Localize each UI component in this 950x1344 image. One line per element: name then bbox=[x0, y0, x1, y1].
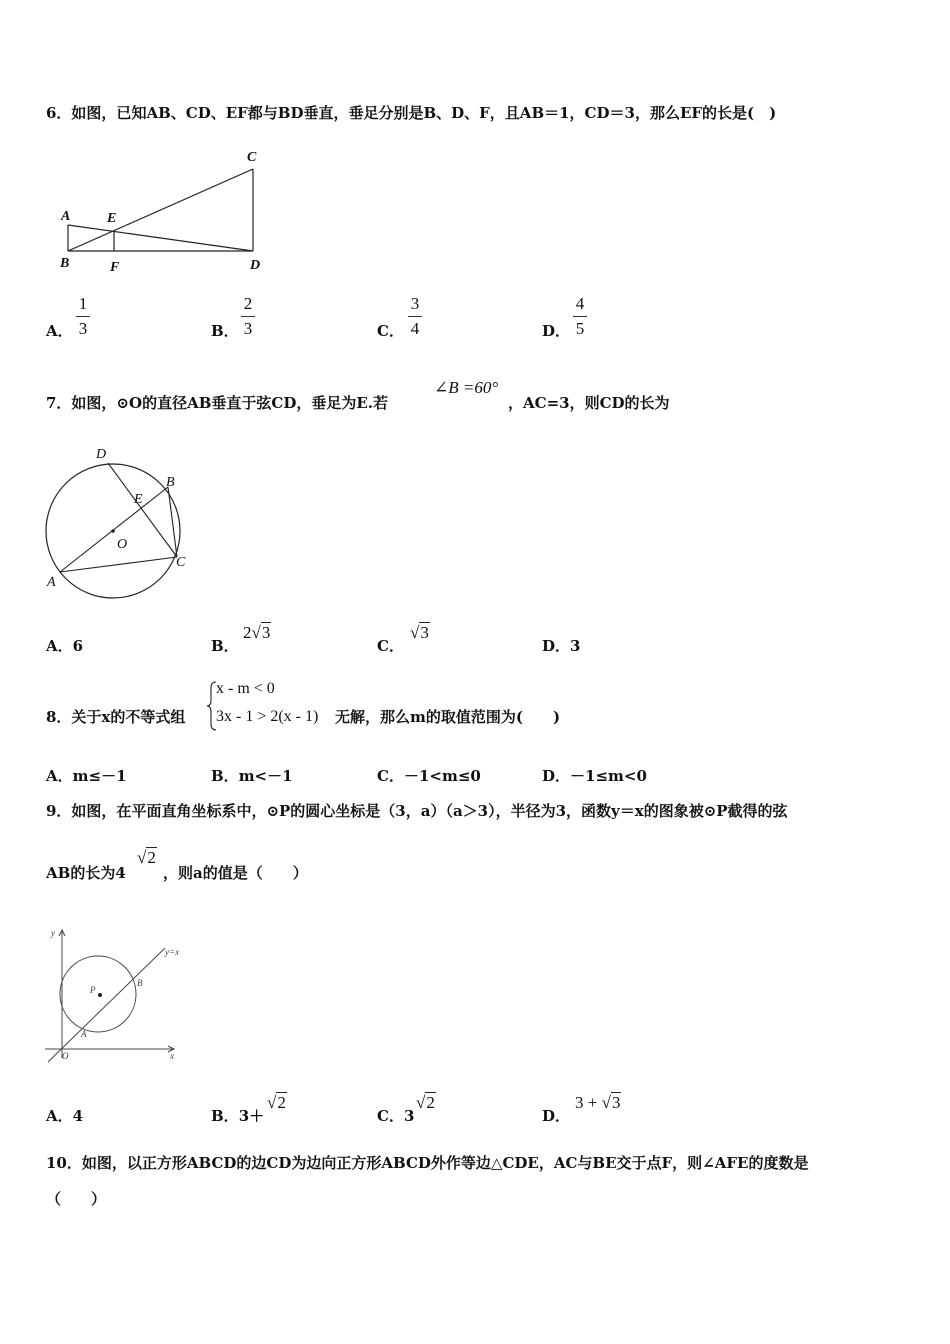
q8-option-b-value: m<－1 bbox=[238, 767, 293, 785]
q8-option-d-letter: D． bbox=[542, 767, 571, 785]
q8-option-c-letter: C． bbox=[377, 767, 404, 785]
q9-figure bbox=[40, 925, 190, 1065]
q7-text-pre: 7．如图，⊙O的直径AB垂直于弦CD，垂足为E.若 bbox=[46, 394, 388, 412]
q9-label-y: y bbox=[51, 928, 55, 938]
q7-option-d-letter: D． bbox=[542, 637, 571, 655]
q6-label-f: F bbox=[110, 260, 120, 275]
q7-text-post: ，AC=3，则CD的长为 bbox=[508, 394, 670, 412]
q10-line1: 10．如图，以正方形ABCD的边CD为边向正方形ABCD外作等边△CDE，AC与BE交于点F，则∠AFE的度数是 bbox=[46, 1154, 809, 1172]
q7-option-c-letter: C． bbox=[377, 637, 404, 655]
q10-line2: （ ） bbox=[46, 1190, 107, 1208]
q8-text-post: 无解，那么m的取值范围为( ) bbox=[335, 708, 561, 726]
q9-label-p: P bbox=[90, 985, 96, 995]
q7-option-a-letter: A． bbox=[46, 637, 73, 655]
q6-option-d-letter: D． bbox=[542, 322, 571, 340]
q9-sqrt: √2 bbox=[137, 848, 156, 867]
q7-option-b-math: 2√3 bbox=[243, 623, 271, 642]
q7-option-a bbox=[46, 635, 83, 656]
numerator: 4 bbox=[575, 294, 585, 313]
radicand: 2 bbox=[277, 1093, 286, 1112]
q9-label-a: A bbox=[81, 1029, 87, 1039]
q8-system-line2: 3x - 1 > 2(x - 1) bbox=[216, 708, 319, 725]
q7-option-d-value: 3 bbox=[570, 637, 581, 655]
q6-text: 6．如图，已知AB、CD、EF都与BD垂直，垂足分别是B、D、F，且AB＝1，CD＝3，那么EF的长是( ) bbox=[46, 104, 777, 122]
q9-option-a bbox=[46, 1105, 83, 1126]
denominator: 3 bbox=[243, 319, 253, 338]
coef: 2 bbox=[243, 623, 252, 642]
q9-line2-post: ，则a的值是（ ） bbox=[163, 864, 308, 882]
q6-option-a-letter: A． bbox=[46, 322, 73, 340]
q6-option-c-fraction bbox=[408, 294, 422, 339]
q9-line2-pre: AB的长为4 bbox=[46, 864, 126, 882]
q9-label-x: x bbox=[170, 1051, 174, 1061]
radicand: 3 bbox=[611, 1093, 621, 1112]
radicand: 3 bbox=[420, 623, 429, 642]
q6-label-e: E bbox=[107, 211, 117, 226]
q7-label-a: A bbox=[47, 575, 56, 590]
q9-option-c-letter: C． bbox=[377, 1107, 404, 1125]
q7-angle-math: ∠B =60° bbox=[434, 378, 499, 397]
q6-label-a: A bbox=[61, 209, 71, 224]
radicand: 3 bbox=[261, 623, 271, 642]
numerator: 2 bbox=[243, 294, 253, 313]
q6-label-b: B bbox=[60, 256, 70, 271]
denominator: 5 bbox=[575, 319, 585, 338]
denominator: 4 bbox=[410, 319, 420, 338]
q6-option-d-fraction bbox=[573, 294, 587, 339]
q7-label-b: B bbox=[166, 475, 175, 490]
q9-line1: 9．如图，在平面直角坐标系中，⊙P的圆心坐标是（3，a）（a＞3），半径为3，函数y＝x的图象被⊙P截得的弦 bbox=[46, 802, 788, 820]
denominator: 3 bbox=[78, 319, 88, 338]
q9-option-c-sqrt: √2 bbox=[416, 1093, 435, 1112]
q6-option-b-fraction bbox=[241, 294, 255, 339]
q9-label-yx: y=x bbox=[165, 947, 180, 957]
coef: 3 + bbox=[575, 1093, 602, 1112]
q8-option-c-value: －1<m≤0 bbox=[403, 767, 481, 785]
q6-option-b-letter: B． bbox=[211, 322, 239, 340]
q9-label-b: B bbox=[137, 978, 143, 988]
q6-label-c: C bbox=[247, 150, 257, 165]
q6-figure bbox=[55, 143, 275, 278]
q9-option-a-value: 4 bbox=[72, 1107, 84, 1125]
q6-option-c-letter: C． bbox=[377, 322, 404, 340]
q9-label-o: O bbox=[62, 1051, 69, 1061]
q8-option-a-value: m≤－1 bbox=[72, 767, 127, 785]
q9-option-b-letter: B． bbox=[211, 1107, 239, 1125]
q9-option-b-coef: 3＋ bbox=[238, 1107, 265, 1125]
q7-label-d: D bbox=[96, 447, 107, 462]
radicand: 2 bbox=[147, 848, 156, 867]
q9-option-a-letter: A． bbox=[46, 1107, 73, 1125]
q7-option-c-math: √3 bbox=[410, 623, 429, 642]
q8-option-d-value: －1≤m<0 bbox=[570, 767, 647, 785]
q7-option-b-letter: B． bbox=[211, 637, 239, 655]
q7-label-o: O bbox=[117, 537, 128, 552]
q8-option-d bbox=[542, 765, 647, 786]
q7-figure bbox=[40, 440, 200, 600]
q8-option-c bbox=[377, 765, 481, 786]
q8-text-pre: 8．关于x的不等式组 bbox=[46, 708, 186, 726]
q7-option-a-value: 6 bbox=[72, 637, 84, 655]
q9-option-b-sqrt: √2 bbox=[267, 1093, 286, 1112]
numerator: 3 bbox=[410, 294, 420, 313]
radicand: 2 bbox=[426, 1093, 435, 1112]
q8-option-b-letter: B． bbox=[211, 767, 239, 785]
q9-option-c bbox=[377, 1105, 414, 1126]
q9-option-c-coef: 3 bbox=[403, 1107, 415, 1125]
q8-option-a-letter: A． bbox=[46, 767, 73, 785]
q7-option-d bbox=[542, 635, 580, 656]
q8-option-a bbox=[46, 765, 127, 786]
numerator: 1 bbox=[78, 294, 88, 313]
q6-label-d: D bbox=[250, 258, 261, 273]
q7-label-c: C bbox=[176, 555, 186, 570]
q9-option-d-letter: D． bbox=[542, 1107, 571, 1125]
q7-label-e: E bbox=[134, 492, 143, 507]
q9-option-b bbox=[211, 1105, 264, 1126]
q9-option-d-math: 3 + √3 bbox=[575, 1093, 621, 1112]
q8-option-b bbox=[211, 765, 293, 786]
q6-option-a-fraction bbox=[76, 294, 90, 339]
q8-system-line1: x - m < 0 bbox=[216, 680, 275, 697]
